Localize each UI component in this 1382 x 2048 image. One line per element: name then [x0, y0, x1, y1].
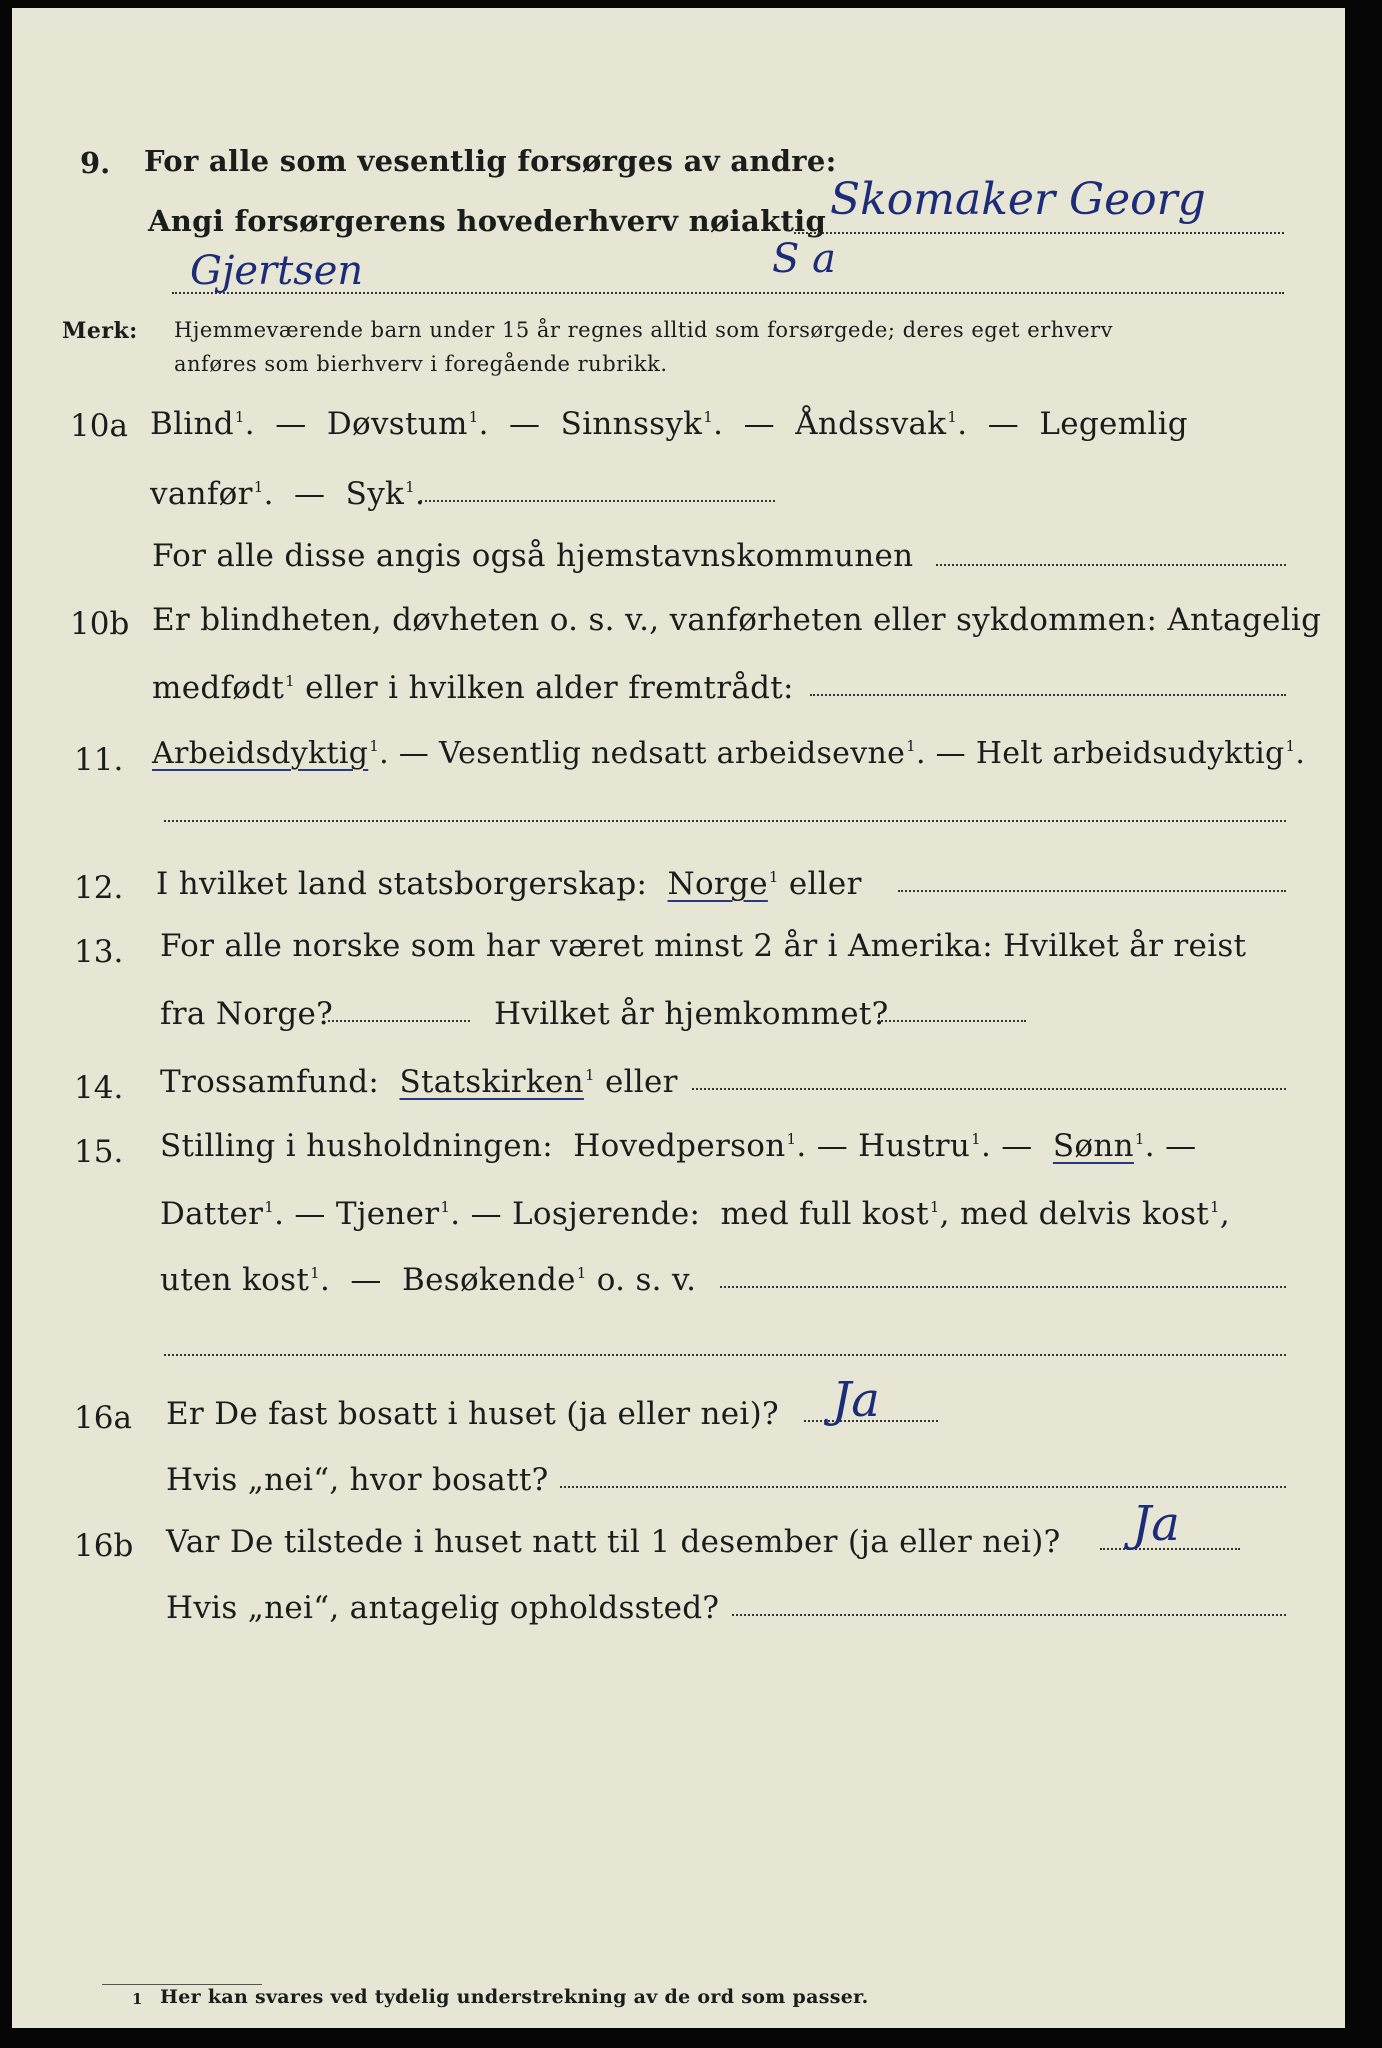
q12-line: I hvilket land statsborgerskap: Norge$^1$ eller [156, 866, 862, 902]
q10a-line-3: For alle disse angis også hjemstavnskommunen [152, 538, 914, 574]
q9-handwritten-surname: Gjertsen [190, 248, 364, 294]
q16b-number: 16b [74, 1528, 134, 1564]
q10a-syk-line[interactable] [420, 500, 775, 502]
opt-udyktig[interactable]: Helt arbeidsudyktig [975, 736, 1285, 771]
q9-handwritten-occupation: Skomaker Georg [830, 174, 1206, 225]
q16a-line-1: Er De fast bosatt i huset (ja eller nei)? [166, 1396, 779, 1432]
q16b-line-1: Var De tilstede i huset natt til 1 desember (ja eller nei)? [166, 1524, 1061, 1560]
opt-statskirken[interactable]: Statskirken [399, 1064, 584, 1100]
census-form-page [12, 8, 1345, 2028]
merk-line-2: anføres som bierhverv i foregående rubrikk. [174, 352, 668, 376]
q16a-bosatt-line[interactable] [560, 1486, 1286, 1488]
q15-line-1: Stilling i husholdningen: Hovedperson$^1$. — Hustru$^1$. — Sønn$^1$. — [160, 1128, 1197, 1164]
q13-hjemkommet: Hvilket år hjemkommet? [494, 996, 889, 1032]
opt-tjener[interactable]: Tjener [335, 1196, 440, 1232]
footnote-mark: 1 [132, 1990, 143, 2008]
q16a-number: 16a [74, 1400, 132, 1436]
q10b-answer-line[interactable] [810, 694, 1286, 696]
q9-number: 9. [80, 146, 111, 180]
q15-number: 15. [74, 1134, 124, 1170]
opt-besokende[interactable]: Besøkende [402, 1262, 576, 1298]
q16b-handwritten-answer: Ja [1132, 1496, 1180, 1552]
opt-medfodt[interactable]: medfødt [152, 670, 285, 706]
q10b-line-2: medfødt$^1$ eller i hvilken alder fremtrådt: [152, 670, 794, 706]
footnote-rule [102, 1984, 262, 1985]
merk-label: Merk: [62, 318, 138, 344]
q16a-line-2: Hvis „nei“, hvor bosatt? [166, 1462, 549, 1498]
q9-answer-line [794, 232, 1284, 234]
q10a-line-2: vanfør$^1$. — Syk$^1$. [150, 476, 426, 512]
opt-datter[interactable]: Datter [160, 1196, 264, 1232]
q15-answer-line[interactable] [720, 1286, 1286, 1288]
opt-blind[interactable]: Blind [150, 406, 234, 442]
opt-hovedperson[interactable]: Hovedperson [573, 1128, 786, 1164]
opt-med-full-kost[interactable]: med full kost [720, 1196, 929, 1232]
opt-vanfor[interactable]: vanfør [150, 476, 253, 512]
opt-nedsatt[interactable]: Vesentlig nedsatt arbeidsevne [438, 736, 906, 771]
footnote-text: Her kan svares ved tydelig understrekning av de ord som passer. [160, 1986, 869, 2008]
opt-uten-kost[interactable]: uten kost [160, 1262, 310, 1298]
opt-med-delvis-kost[interactable]: med delvis kost [959, 1196, 1210, 1232]
q16a-handwritten-answer: Ja [832, 1372, 880, 1428]
q12-number: 12. [74, 870, 124, 906]
q11-line: Arbeidsdyktig$^1$. — Vesentlig nedsatt arbeidsevne$^1$. — Helt arbeidsudyktig$^1$. [152, 736, 1306, 771]
q10b-line-1: Er blindheten, døvheten o. s. v., vanførheten eller sykdommen: Antagelig [152, 602, 1322, 638]
opt-legemlig[interactable]: Legemlig [1039, 406, 1188, 442]
q12-answer-line[interactable] [898, 890, 1286, 892]
opt-hustru[interactable]: Hustru [858, 1128, 971, 1164]
opt-norge[interactable]: Norge [667, 866, 768, 902]
q9-answer-line-2 [172, 292, 1284, 294]
q10b-number: 10b [70, 606, 130, 642]
q15-answer-line-2[interactable] [164, 1354, 1286, 1356]
q9-handwritten-mark: S a [772, 236, 836, 282]
q14-line: Trossamfund: Statskirken$^1$ eller [160, 1064, 678, 1100]
q11-number: 11. [74, 742, 124, 778]
opt-sonn[interactable]: Sønn [1052, 1128, 1134, 1164]
q16b-opholdssted-line[interactable] [732, 1614, 1286, 1616]
q15-line-3: uten kost$^1$. — Besøkende$^1$ o. s. v. [160, 1262, 697, 1298]
q16b-line-2: Hvis „nei“, antagelig opholdssted? [166, 1590, 720, 1626]
q9-heading: For alle som vesentlig forsørges av andre: [144, 144, 837, 178]
q13-reist-line[interactable] [328, 1020, 470, 1022]
q9-question: Angi forsørgerens hovederhverv nøiaktig [148, 204, 827, 238]
q10a-number: 10a [70, 408, 128, 444]
opt-sinnssyk[interactable]: Sinnssyk [560, 406, 703, 442]
q13-fra-norge: fra Norge? [160, 996, 334, 1032]
merk-line-1: Hjemmeværende barn under 15 år regnes alltid som forsørgede; deres eget erhverv [174, 318, 1113, 342]
q13-line-1: For alle norske som har været minst 2 år i Amerika: Hvilket år reist [160, 928, 1247, 964]
opt-dovstum[interactable]: Døvstum [326, 406, 468, 442]
q14-number: 14. [74, 1070, 124, 1106]
opt-syk[interactable]: Syk [345, 476, 405, 512]
q11-answer-line[interactable] [164, 820, 1286, 822]
opt-losjerende[interactable]: Losjerende: [512, 1196, 701, 1232]
q13-hjemkommet-line[interactable] [878, 1020, 1026, 1022]
q15-line-2: Datter$^1$. — Tjener$^1$. — Losjerende: med full kost$^1$, med delvis kost$^1$, [160, 1196, 1231, 1232]
q13-number: 13. [74, 934, 124, 970]
q14-answer-line[interactable] [692, 1088, 1286, 1090]
opt-andssvak[interactable]: Åndssvak [795, 406, 947, 442]
q10a-hjemstavn-line[interactable] [936, 564, 1286, 566]
opt-arbeidsdyktig[interactable]: Arbeidsdyktig [152, 736, 369, 771]
q10a-line-1: Blind$^1$. — Døvstum$^1$. — Sinnssyk$^1$. — Åndssvak$^1$. — Legemlig [150, 406, 1188, 442]
